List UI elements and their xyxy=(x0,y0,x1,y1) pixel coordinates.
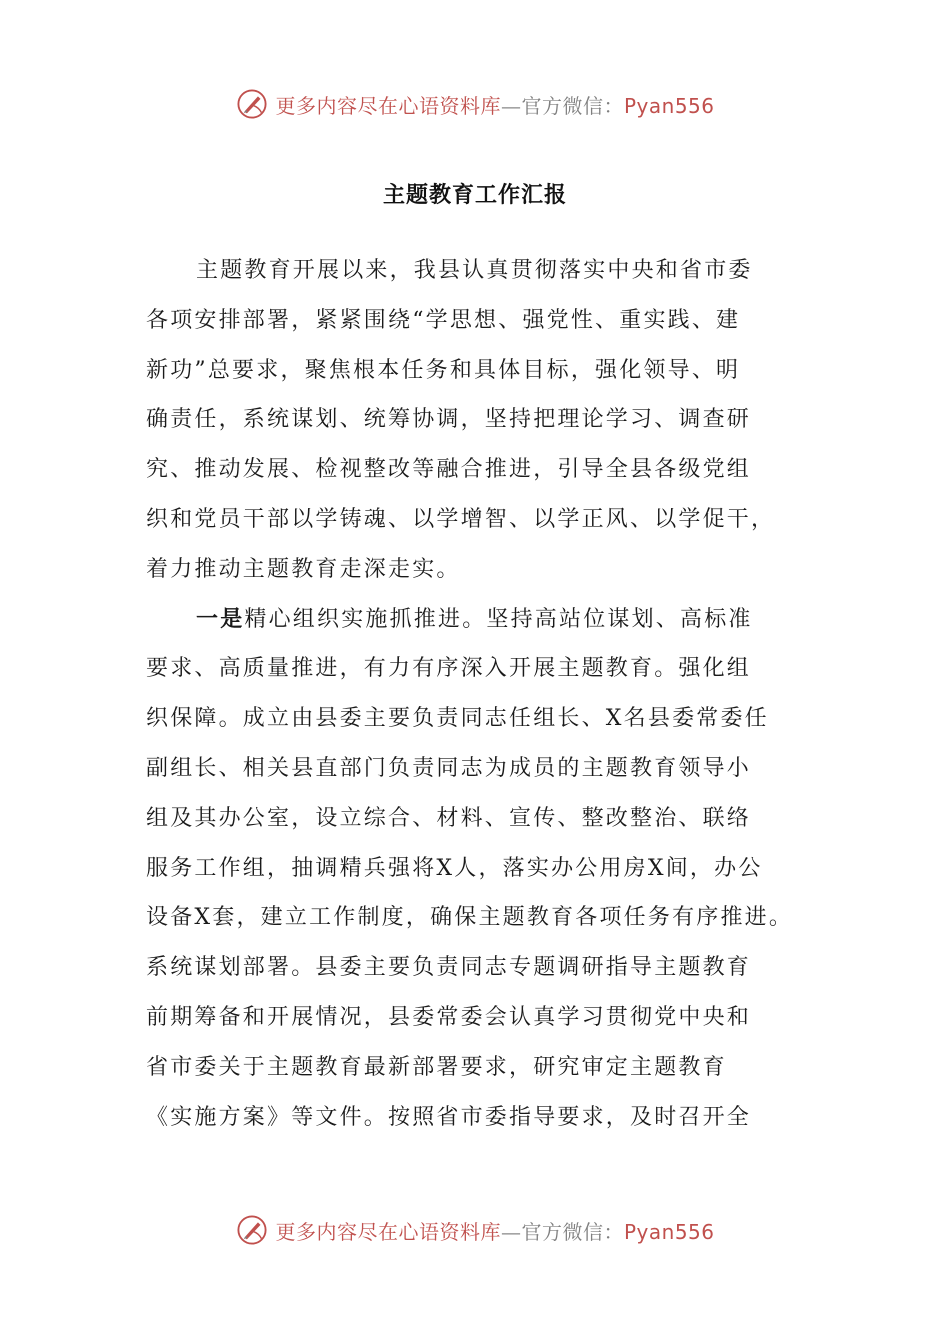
paragraph-line: 究、推动发展、检视整改等融合推进，引导全县各级党组 xyxy=(146,457,752,483)
watermark-wechat-id: Pyan556 xyxy=(623,93,715,118)
paragraph-line: 服务工作组，抽调精兵强将X人，落实办公用房X间，办公 xyxy=(146,855,763,881)
paragraph-line: 各项安排部署，紧紧围绕“学思想、强党性、重实践、建 xyxy=(146,307,741,333)
watermark-text xyxy=(275,1216,714,1245)
watermark-brand: 更多内容尽在心语资料库 xyxy=(275,93,501,118)
watermark-dash: — xyxy=(500,1219,522,1244)
watermark-header xyxy=(0,84,950,124)
paragraph-line: 着力推动主题教育走深走实。 xyxy=(146,556,461,582)
point-one-text: 精心组织实施抓推进。坚持高站位谋划、高标准 xyxy=(244,606,753,632)
paragraph-line: 前期筹备和开展情况，县委常委会认真学习贯彻党中央和 xyxy=(146,1004,752,1030)
paragraph-line: 系统谋划部署。县委主要负责同志专题调研指导主题教育 xyxy=(146,955,752,981)
watermark-footer xyxy=(0,1210,950,1250)
watermark-brand: 更多内容尽在心语资料库 xyxy=(275,1219,501,1244)
watermark-wechat-id: Pyan556 xyxy=(623,1219,715,1244)
document-title: 主题教育工作汇报 xyxy=(382,182,567,208)
paragraph-line: 组及其办公室，设立综合、材料、宣传、整改整治、联络 xyxy=(146,805,752,831)
paragraph-line: 织保障。成立由县委主要负责同志任组长、X名县委常委任 xyxy=(146,706,769,732)
watermark-text xyxy=(275,90,714,119)
paragraph-line: 设备X套，建立工作制度，确保主题教育各项任务有序推进。 xyxy=(146,905,794,931)
paragraph-line: 《实施方案》等文件。按照省市委指导要求，及时召开全 xyxy=(146,1104,752,1130)
paragraph-line: 省市委关于主题教育最新部署要求，研究审定主题教育 xyxy=(146,1054,727,1080)
watermark-dash: — xyxy=(500,93,522,118)
watermark-label: 官方微信： xyxy=(521,1219,624,1244)
quill-logo-icon xyxy=(235,87,269,121)
paragraph-line: 确责任，系统谋划、统筹协调，坚持把理论学习、调查研 xyxy=(146,407,752,433)
document-body xyxy=(146,246,826,1142)
point-one-line xyxy=(146,595,826,645)
paragraph-line: 新功”总要求，聚焦根本任务和具体目标，强化领导、明 xyxy=(146,357,741,383)
quill-logo-icon xyxy=(235,1213,269,1247)
paragraph-line: 织和党员干部以学铸魂、以学增智、以学正风、以学促干， xyxy=(146,506,776,532)
paragraph-line: 主题教育开展以来，我县认真贯彻落实中央和省市委 xyxy=(196,258,753,283)
paragraph-line: 要求、高质量推进，有力有序深入开展主题教育。强化组 xyxy=(146,656,752,682)
point-one-lead: 一是 xyxy=(196,605,245,632)
paragraph-line: 副组长、相关县直部门负责同志为成员的主题教育领导小 xyxy=(146,755,752,781)
watermark-label: 官方微信： xyxy=(521,93,624,118)
